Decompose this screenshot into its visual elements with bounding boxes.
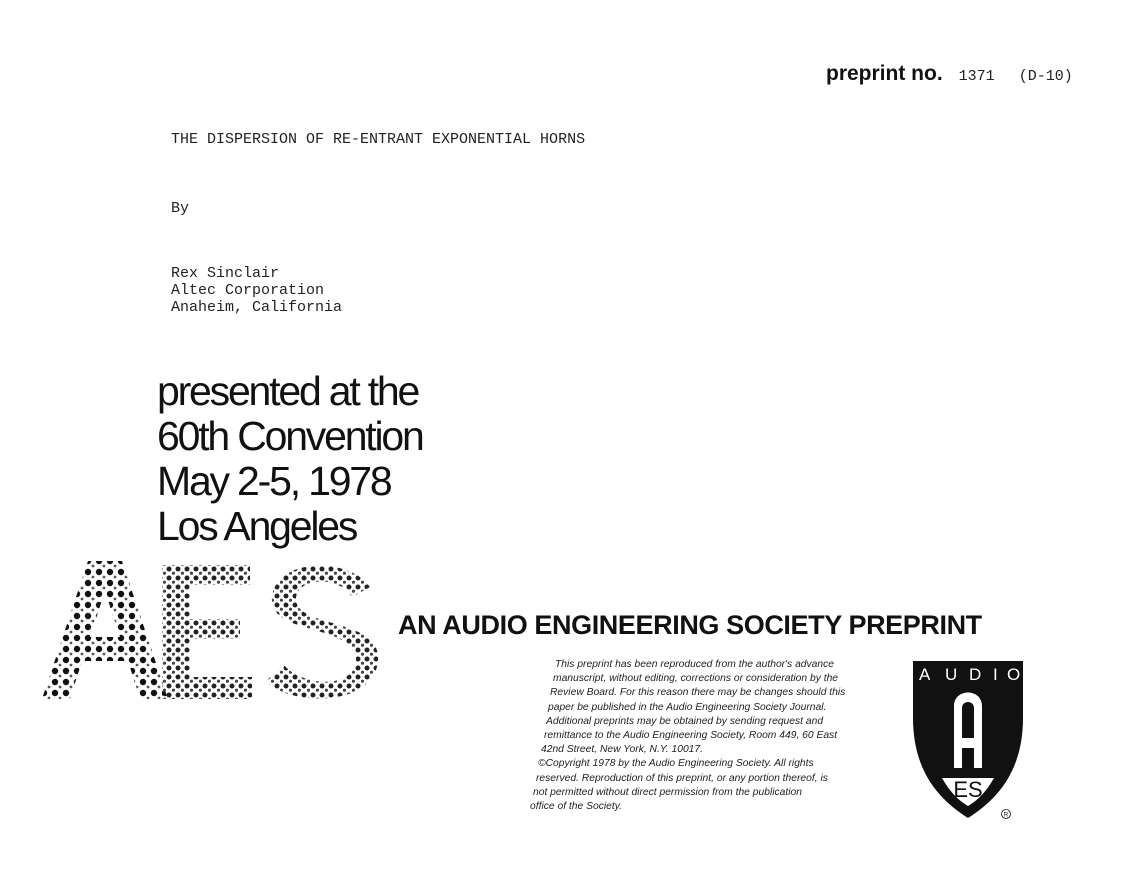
aes-dotted-logo-icon bbox=[40, 557, 380, 708]
preprint-number: 1371 bbox=[958, 68, 995, 85]
notice-line: paper be published in the Audio Engineering Society Journal. bbox=[548, 701, 827, 713]
notice-line: manuscript, without editing, corrections or consideration by the bbox=[553, 673, 839, 685]
notice-line: This preprint has been reproduced from the author's advance bbox=[555, 659, 835, 670]
copyright-notice bbox=[528, 658, 890, 814]
seal-audio-letter: D bbox=[969, 665, 982, 684]
convention-line: May 2-5, 1978 bbox=[157, 458, 391, 504]
preprint-number-line bbox=[826, 62, 1073, 86]
author-block bbox=[171, 265, 342, 316]
author-location: Anaheim, California bbox=[171, 299, 343, 316]
convention-line: presented at the bbox=[157, 368, 419, 414]
notice-line: Additional preprints may be obtained by sending request and bbox=[546, 715, 824, 727]
preprint-label: preprint no. bbox=[826, 62, 943, 85]
seal-audio-letter: O bbox=[1007, 665, 1021, 684]
notice-line: remittance to the Audio Engineering Society, Room 449, 60 East bbox=[544, 730, 838, 742]
notice-line: reserved. Reproduction of this preprint, or any portion thereof, is bbox=[536, 772, 828, 784]
paper-title: THE DISPERSION OF RE-ENTRANT EXPONENTIAL HORNS bbox=[171, 131, 586, 148]
convention-line: 60th Convention bbox=[157, 413, 423, 459]
convention-line: Los Angeles bbox=[157, 503, 357, 549]
seal-audio-letter: I bbox=[993, 665, 998, 684]
notice-line: 42nd Street, New York, N.Y. 10017. bbox=[541, 744, 703, 756]
registered-mark: R bbox=[1003, 812, 1009, 819]
notice-line: not permitted without direct permission from the publication bbox=[533, 786, 802, 798]
notice-line: Review Board. For this reason there may be changes should this bbox=[550, 687, 846, 699]
seal-audio-letter: A bbox=[919, 665, 931, 684]
by-label: By bbox=[171, 200, 190, 217]
author-name: Rex Sinclair bbox=[171, 265, 280, 282]
notice-line: ©Copyright 1978 by the Audio Engineering Society. All rights bbox=[538, 758, 814, 770]
seal-bottom-text: ES bbox=[953, 777, 983, 802]
preprint-code: (D-10) bbox=[1018, 68, 1073, 85]
audio-shield-icon bbox=[910, 658, 1030, 828]
notice-line: office of the Society. bbox=[530, 801, 622, 813]
preprint-banner: AN AUDIO ENGINEERING SOCIETY PREPRINT bbox=[398, 610, 982, 640]
seal-audio-letter: U bbox=[945, 665, 958, 684]
convention-block bbox=[157, 369, 423, 549]
author-affiliation: Altec Corporation bbox=[171, 282, 325, 299]
